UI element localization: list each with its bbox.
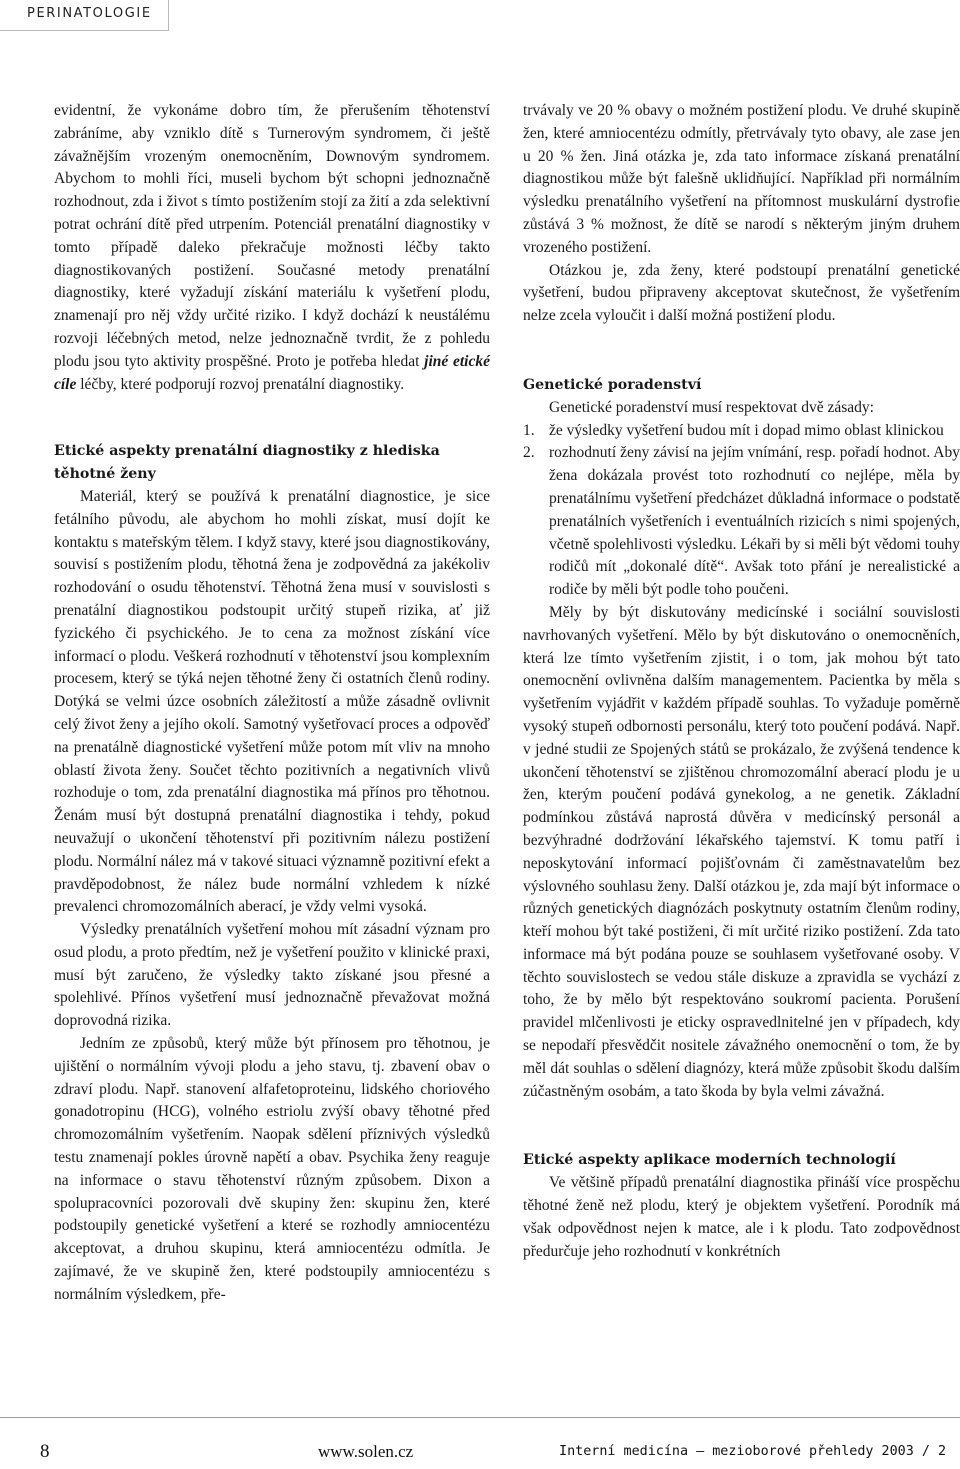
section-tag-label: PERINATOLOGIE (27, 6, 152, 21)
paragraph: Materiál, který se používá k prenatální diagnostice, je sice fetálního původu, ale abychom ho mohli získat, musí dojít ke kontaktu s mateřským tělem. I když stavy, které jsou diagnostikovány, souvisí s postižením plodu, těhotná žena je zodpovědná za jakékoliv rozhodování o osudu těhotenství. Těhotná žena musí v souvislosti s prenatální diagnostikou podstoupit určitý stupeň rizika, ať již fyzického či psychického. Je to cena za možnost získání více informací o plodu. Veškerá rozhodnutí v těhotenství jsou komplexním procesem, který se týká nejen těhotné ženy či ostatních členů rodiny. Dotýká se velmi úzce osobních záležitostí a může zásadně ovlivnit celý život ženy a jejího okolí. Samotný vyšetřovací proces a odpověď na prenatálně diagnostické vyšetření může potom mít vliv na mnoho oblastí života ženy. Součet těchto pozitivních a negativních vlivů rozhoduje o tom, zda prenatální diagnostika má přínos pro těhotnou. Ženám musí být dostupná prenatální diagnostika i tehdy, pokud neuvažují o ukončení těhotenství při pozitivním nálezu postižení plodu. Normální nález má v takové situaci významně pozitivní efekt a pravděpodobnost, že nález bude normální vzhledem k nízké prevalenci chromozomálních aberací, je vždy velmi vysoká. (54, 487, 490, 916)
right-column (523, 100, 960, 1263)
heading-genetic-counseling: Genetické poradenství (523, 376, 702, 393)
paragraph: Ve většině případů prenatální diagnostika přináší více prospěchu těhotné ženě než plodu, který je objektem vyšetření. Porodník má však odpovědnost nejen k matce, ale i k plodu. Tato zodpovědnost předurčuje jeho rozhodnutí v konkrétních (523, 1174, 960, 1260)
intro-paragraph (54, 100, 490, 396)
heading-pregnant-woman-ethics: Etické aspekty prenatální diagnostiky z hlediska těhotné ženy (54, 443, 440, 483)
paragraph: Otázkou je, zda ženy, které podstoupí prenatální genetické vyšetření, budou připraveny akceptovat skutečnost, že vyšetřením nelze zcela vyloučit i další možná postižení plodu. (523, 261, 960, 325)
paragraph: Jedním ze způsobů, který může být přínosem pro těhotnou, je ujištění o normálním vývoji plodu a jeho stavu, tj. zbavení obav o zdraví plodu. Např. stanovení alfafetoproteinu, lidského choriového gonadotropinu (HCG), volného estriolu zvýší obavy těhotné před chromozomálním vyšetřením. Naopak sdělení příznivých výsledků testu znamenají pokles úrovně napětí a obav. Psychika ženy reaguje na informace o stavu těhotenství různým způsobem. Dixon a spolupracovníci pozorovali dvě skupiny žen: skupinu žen, které podstoupily genetické vyšetření a které se rozhodly amniocentézu akceptovat, a druhou skupinu, která amniocentézu odmítla. Je zajímavé, že ve skupině žen, které podstoupily amniocentézu s normálním výsledkem, pře- (54, 1035, 490, 1303)
list-number: 1. (523, 421, 535, 439)
list-number: 2. (523, 444, 535, 462)
list-item (523, 442, 960, 602)
list-text: že výsledky vyšetření budou mít i dopad mimo oblast klinickou (549, 421, 944, 439)
footer-url: www.solen.cz (318, 1442, 414, 1461)
paragraph: Genetické poradenství musí respektovat dvě zásady: (549, 398, 874, 416)
heading-modern-technologies: Etické aspekty aplikace moderních technologií (523, 1152, 896, 1169)
paragraph: Výsledky prenatálních vyšetření mohou mít zásadní význam pro osud plodu, a proto předtím, než je vyšetření použito v klinické praxi, musí být zaručeno, že výsledky takto získané jsou přesné a spolehlivé. Přínos vyšetření musí jednoznačně převažovat možná doprovodná rizika. (54, 921, 490, 1030)
page-number: 8 (40, 1441, 50, 1462)
left-column (54, 100, 490, 1307)
intro-emphasis: jiné etické cíle (54, 352, 490, 393)
intro-text-a: evidentní, že vykonáme dobro tím, že přerušením těhotenství zabráníme, aby vzniklo dítě s Turnerovým syndromem, či ještě závažnějším vrozeným onemocněním, Downovým syndromem. Abychom to mohli říci, museli bychom být schopni jednoznačně rozhodnout, zda i život s tímto postižením stojí za žití a zda selektivní potrat ochrání dítě před utrpením. Potenciál prenatální diagnostiky v tomto případě daleko překračuje možnosti léčby takto diagnostikovaných postižení. Současné metody prenatální diagnostiky, které vyžadují získání materiálu k vyšetření plodu, znamenají pro něj vždy určité riziko. I když dochází k neustálému rozvoji léčebných metod, nelze jednoznačně tvrdit, že z pohledu plodu jsou tyto aktivity prospěšné. Proto je potřeba hledat (54, 102, 490, 370)
list-text: rozhodnutí ženy závisí na jejím vnímání, resp. pořadí hodnot. Aby žena dokázala provést toto rozhodnutí co nejlépe, měla by prenatálnímu vyšetření předcházet důkladná informace o podstatě prenatálních vyšetřeních i eventuálních rizicích s nimi spojených, včetně spolehlivosti výsledku. Lékaři by si měli být vědomi touhy rodičů mít „dokonalé dítě“. Avšak toto přání je nerealistické a rodiče by měli být podle toho poučeni. (549, 444, 960, 599)
section-tag (0, 0, 169, 31)
list-item (523, 420, 960, 443)
paragraph: Měly by být diskutovány medicínské i sociální souvislosti navrhovaných vyšetření. Mělo by být diskutováno o onemocněních, která lze tímto vyšetřením zjistit, i o tom, jak mohou být tato onemocnění ovlivněna dalším managementem. Pacientka by měla s vyšetřením vyjádřit v každém případě souhlas. To vyžaduje poměrně vysoký stupeň odbornosti personálu, který toto poučení podává. Např. v jedné studii ze Spojených států se prokázalo, že zvýšená tendence k ukončení těhotenství se zjištěnou chromozomální aberací plodu je u žen, kterým poučení podává gynekolog, a ne genetik. Základní podmínkou zůstává naprostá důvěra v medicínský personál a bezvýhradné dodržování lékařského tajemství. K tomu patří i neposkytování informací pojišťovnám či zaměstnavatelům bez výslovného souhlasu ženy. Další otázkou je, zda mají být informace o různých genetických diagnózách poskytnuty ostatním členům rodiny, kteří mohou být také postiženi, či mít určité riziko postižení. Zda tato informace má být podána pouze se souhlasem vyšetřované osoby. V těchto souvislostech se vedou stále diskuze a zpravidla se vychází z toho, že by mělo být respektováno soukromí pacienta. Porušení pravidel mlčenlivosti je eticky ospravedlnitelné jen v případech, kdy se nepodaří přesvědčit nositele závažného onemocnění o tom, že by měl dát souhlas o sdělení diagnózy, která může způsobit škodu dalším zúčastněným osobám, a tato škoda by byla velmi závažná. (523, 603, 960, 1100)
footer-divider (0, 1417, 960, 1418)
journal-name: Interní medicína – mezioborové přehledy 2003 / 2 (559, 1444, 946, 1459)
principles-list (523, 420, 960, 602)
paragraph: trvávaly ve 20 % obavy o možném postižení plodu. Ve druhé skupině žen, které amniocentézu odmítly, přetrvávaly tyto obavy, ale zase jen u 20 % žen. Jiná otázka je, zda tato informace získaná prenatální diagnostikou může být falešně uklidňující. Například při normálním výsledku prenatálního vyšetření na přítomnost muskulární dystrofie zůstává 3 % možnost, že dítě se narodí s některým jiným druhem vrozeného postižení. (523, 102, 960, 256)
intro-text-b: léčby, které podporují rozvoj prenatální diagnostiky. (76, 375, 405, 393)
